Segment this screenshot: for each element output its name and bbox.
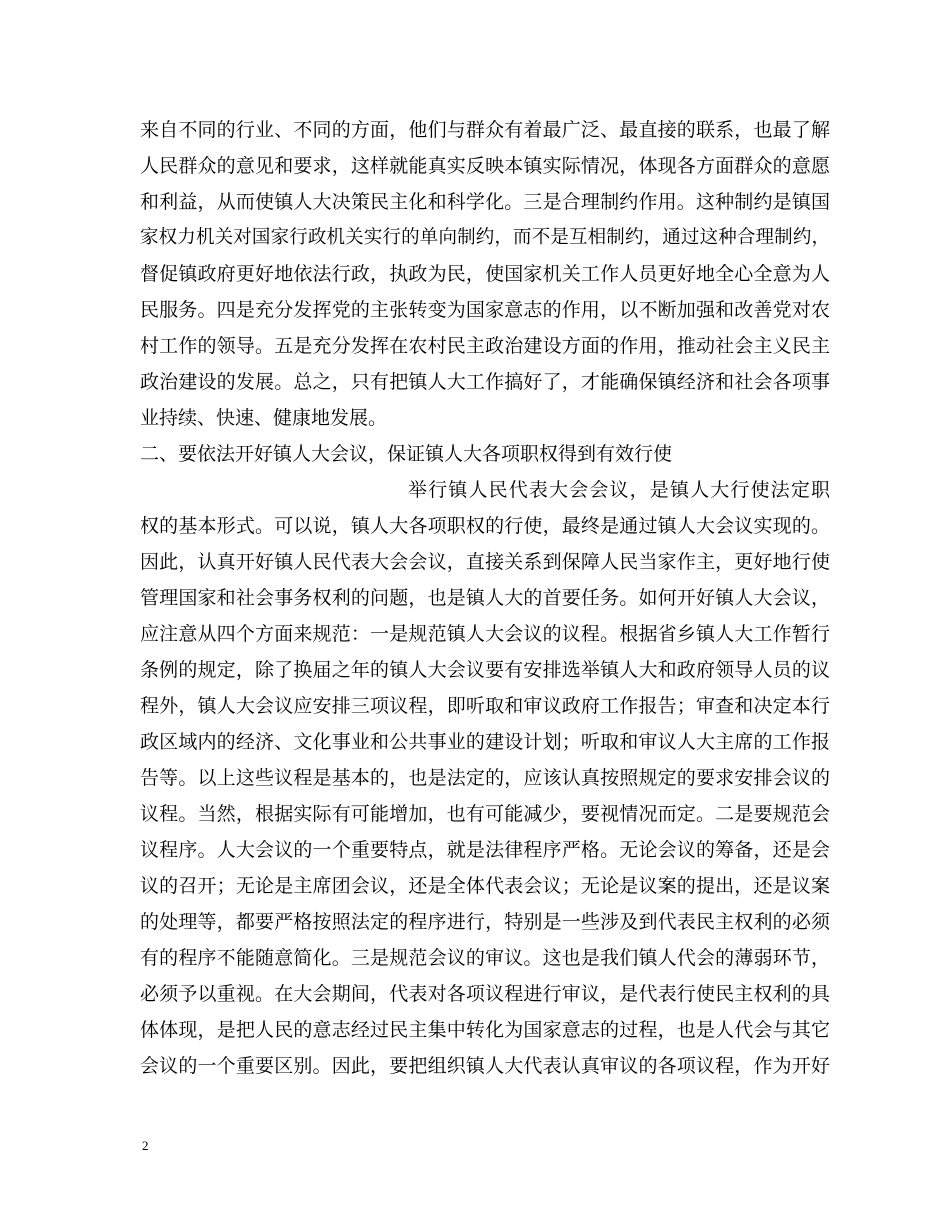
text-line: 的处理等，都要严格按照法定的程序进行，特别是一些涉及到代表民主权利的必须 <box>140 911 830 933</box>
text-line: 政治建设的发展。总之，只有把镇人大工作搞好了，才能确保镇经济和社会各项事 <box>140 371 830 393</box>
text-line: 议程序。人大会议的一个重要特点，就是法律程序严格。无论会议的筹备，还是会 <box>140 839 830 861</box>
text-line: 和利益，从而使镇人大决策民主化和科学化。三是合理制约作用。这种制约是镇国 <box>140 191 830 213</box>
body-text <box>140 112 830 1084</box>
text-line: 业持续、快速、健康地发展。 <box>140 407 388 429</box>
text-line: 权的基本形式。可以说，镇人大各项职权的行使，最终是通过镇人大会议实现的。 <box>140 515 830 537</box>
page-number: 2 <box>142 1138 149 1153</box>
text-line: 体体现，是把人民的意志经过民主集中转化为国家意志的过程，也是人代会与其它 <box>140 1019 830 1041</box>
text-line: 管理国家和社会事务权利的问题，也是镇人大的首要任务。如何开好镇人大会议， <box>140 587 830 609</box>
text-line: 必须予以重视。在大会期间，代表对各项议程进行审议，是代表行使民主权利的具 <box>140 983 830 1005</box>
text-line: 政区域内的经济、文化事业和公共事业的建设计划；听取和审议人大主席的工作报 <box>140 731 830 753</box>
text-line: 议程。当然，根据实际有可能增加，也有可能减少，要视情况而定。二是要规范会 <box>140 803 830 825</box>
text-line: 有的程序不能随意简化。三是规范会议的审议。这也是我们镇人代会的薄弱环节， <box>140 947 830 969</box>
text-line: 议的召开；无论是主席团会议，还是全体代表会议；无论是议案的提出，还是议案 <box>140 875 830 897</box>
text-line: 因此，认真开好镇人民代表大会会议，直接关系到保障人民当家作主，更好地行使 <box>140 551 830 573</box>
text-line: 条例的规定，除了换届之年的镇人大会议要有安排选举镇人大和政府领导人员的议 <box>140 659 830 681</box>
text-line: 会议的一个重要区别。因此，要把组织镇人大代表认真审议的各项议程，作为开好 <box>140 1055 830 1077</box>
text-line: 民服务。四是充分发挥党的主张转变为国家意志的作用，以不断加强和改善党对农 <box>140 299 830 321</box>
text-line: 告等。以上这些议程是基本的，也是法定的，应该认真按照规定的要求安排会议的 <box>140 767 830 789</box>
text-line: 举行镇人民代表大会会议，是镇人大行使法定职 <box>408 479 830 501</box>
text-line: 程外，镇人大会议应安排三项议程，即听取和审议政府工作报告；审查和决定本行 <box>140 695 830 717</box>
text-line: 来自不同的行业、不同的方面，他们与群众有着最广泛、最直接的联系，也最了解 <box>140 119 830 141</box>
text-line: 人民群众的意见和要求，这样就能真实反映本镇实际情况，体现各方面群众的意愿 <box>140 155 830 177</box>
text-line: 村工作的领导。五是充分发挥在农村民主政治建设方面的作用，推动社会主义民主 <box>140 335 830 357</box>
text-line: 督促镇政府更好地依法行政，执政为民，使国家机关工作人员更好地全心全意为人 <box>140 263 830 285</box>
text-line: 家权力机关对国家行政机关实行的单向制约，而不是互相制约，通过这种合理制约， <box>140 227 830 248</box>
text-line: 应注意从四个方面来规范：一是规范镇人大会议的议程。根据省乡镇人大工作暂行 <box>140 623 830 645</box>
section-heading: 二、要依法开好镇人大会议，保证镇人大各项职权得到有效行使 <box>140 443 673 465</box>
